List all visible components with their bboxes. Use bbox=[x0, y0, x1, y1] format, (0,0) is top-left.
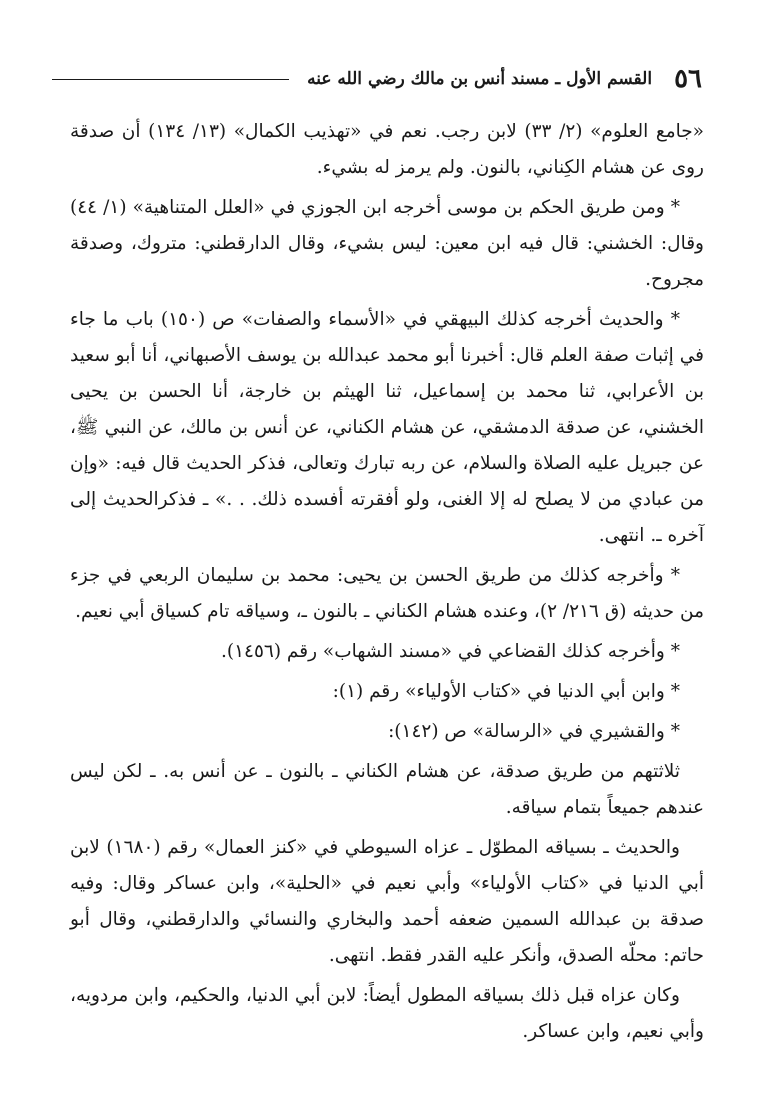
paragraph: * وأخرجه كذلك القضاعي في «مسند الشهاب» رقم (١٤٥٦). bbox=[220, 641, 680, 662]
paragraph: * وأخرجه كذلك من طريق الحسن بن يحيى: محمد بن سليمان الربعي في جزء من حديثه (ق ٢١٦/ ٢)، وعنده هشام الكناني ـ بالنون ـ، وسياقه تام كسياق أبي نعيم. bbox=[70, 565, 704, 622]
page-header bbox=[52, 62, 702, 96]
paragraph: * وابن أبي الدنيا في «كتاب الأولياء» رقم (١): bbox=[332, 681, 680, 702]
paragraph: * ومن طريق الحكم بن موسى أخرجه ابن الجوزي في «العلل المتناهية» (١/ ٤٤) وقال: الخشني: قال فيه ابن معين: ليس بشيء، وقال الدارقطني: متروك، وصدقة مجروح. bbox=[70, 197, 704, 290]
paragraph: ثلاثتهم من طريق صدقة، عن هشام الكناني ـ بالنون ـ عن أنس به. ـ لكن ليس عندهم جميعاً بتمام سياقه. bbox=[70, 761, 704, 818]
body-text bbox=[70, 114, 704, 1065]
header-rule bbox=[52, 79, 289, 80]
running-title: القسم الأول ـ مسند أنس بن مالك رضي الله عنه bbox=[307, 69, 653, 89]
paragraph: «جامع العلوم» (٢/ ٣٣) لابن رجب. نعم في «تهذيب الكمال» (١٣/ ١٣٤) أن صدقة روى عن هشام الكِناني، بالنون. ولم يرمز له بشيء. bbox=[70, 121, 704, 178]
paragraph: وكان عزاه قبل ذلك بسياقه المطول أيضاً: لابن أبي الدنيا، والحكيم، وابن مردويه، وأبي نعيم، وابن عساكر. bbox=[70, 985, 704, 1042]
page-number: ٥٦ bbox=[674, 64, 702, 94]
paragraph: * والقشيري في «الرسالة» ص (١٤٢): bbox=[388, 721, 680, 742]
paragraph: والحديث ـ بسياقه المطوّل ـ عزاه السيوطي في «كنز العمال» رقم (١٦٨٠) لابن أبي الدنيا في «كتاب الأولياء» وأبي نعيم في «الحلية»، وابن عساكر وقال: وفيه صدقة بن عبدالله السمين ضعفه أحمد والبخاري والنسائي والدارقطني، وقال أبو حاتم: محلّه الصدق، وأنكر عليه القدر فقط. انتهى. bbox=[70, 837, 704, 966]
paragraph: * والحديث أخرجه كذلك البيهقي في «الأسماء والصفات» ص (١٥٠) باب ما جاء في إثبات صفة العلم قال: أخبرنا أبو محمد عبدالله بن يوسف الأصبهاني، أنا أبو سعيد بن الأعرابي، ثنا محمد بن إسماعيل، ثنا الهيثم بن خارجة، أنا الحسن بن يحيى الخشني، عن صدقة الدمشقي، عن هشام الكناني، عن أنس بن مالك، عن النبي ﷺ، عن جبريل عليه الصلاة والسلام، عن ربه تبارك وتعالى، فذكر الحديث قال فيه: «وإن من عبادي من لا يصلح له إلا الغنى، ولو أفقرته أفسده ذلك. . .» ـ فذكرالحديث إلى آخره ـ. انتهى. bbox=[70, 309, 704, 546]
